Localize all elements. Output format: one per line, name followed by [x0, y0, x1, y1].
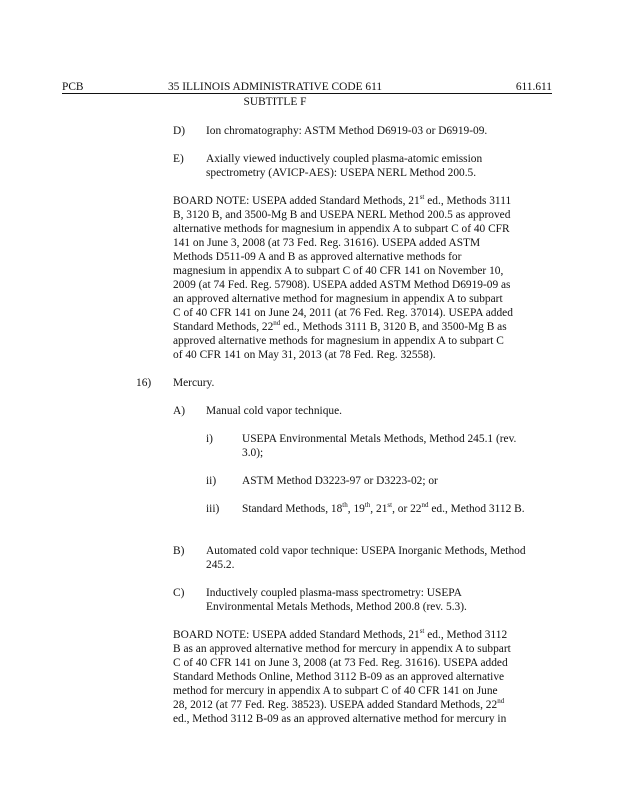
board-note-magnesium [173, 194, 513, 362]
item-text-D: Ion chromatography: ASTM Method D6919-03 or D6919-09. [206, 125, 488, 137]
item-label-E: E) [173, 153, 184, 165]
item-label-iii: iii) [206, 503, 220, 515]
item-text-i: USEPA Environmental Metals Methods, Method 245.1 (rev. 3.0); [242, 433, 517, 459]
item-label-A: A) [173, 405, 186, 417]
iii-part-3: , 21 [370, 503, 388, 515]
board-note-2-part-3: ed., Method 3112 B-09 as an approved alternative method for mercury in [173, 713, 507, 725]
header-left: PCB [62, 81, 84, 93]
iii-part-4: , or 22 [392, 503, 422, 515]
item-text-C: Inductively coupled plasma-mass spectrometry: USEPA Environmental Metals Methods, Method 200.8 (rev. 5.3). [206, 587, 467, 613]
item-label-D: D) [173, 125, 186, 137]
board-note-1-part-1: BOARD NOTE: USEPA added Standard Methods, 21 [173, 195, 420, 207]
item-label-16: 16) [136, 377, 152, 389]
board-note-1-sup-1: st [419, 193, 425, 202]
item-text-16: Mercury. [173, 377, 215, 389]
item-text-iii [242, 502, 527, 516]
board-note-mercury [173, 628, 513, 726]
iii-part-5: ed., Method 3112 B. [428, 503, 525, 515]
item-label-C: C) [173, 587, 185, 599]
board-note-2-part-1: BOARD NOTE: USEPA added Standard Methods, 21 [173, 629, 420, 641]
board-note-2-part-2: ed., Method 3112 B as an approved alternative method for mercury in appendix A to subpart C of 40 CFR 141 on June 3, 2008 (at 73 Fed. Reg. 31616). USEPA added Standard Methods Online, Method 3112 B-09 as an approved alternative method for mercury in appendix A to subpart C of 40 CFR 141 on June 28, 2012 (at 77 Fed. Reg. 38523). USEPA added Standard Methods, 22 [173, 629, 511, 711]
header-rule [62, 93, 552, 94]
iii-sup-1: th [342, 501, 348, 510]
iii-sup-3: st [387, 501, 393, 510]
board-note-1-part-2: ed., Methods 3111 B, 3120 B, and 3500-Mg B and USEPA NERL Method 200.5 as approved alternative methods for magnesium in appendix A to subpart C of 40 CFR 141 on June 3, 2008 (at 73 Fed. Reg. 31616). USEPA added ASTM Methods D511-09 A and B as approved alternative methods for magnesium in appendix A to subpart C of 40 CFR 141 on November 10, 2009 (at 74 Fed. Reg. 57908). USEPA added ASTM Method D6919-09 as an approved alternative method for magnesium in appendix A to subpart C of 40 CFR 141 on June 24, 2011 (at 76 Fed. Reg. 37014). USEPA added Standard Methods, 22 [173, 195, 513, 333]
item-text-E: Axially viewed inductively coupled plasma-atomic emission spectrometry (AVICP-AES): USEPA NERL Method 200.5. [206, 153, 483, 179]
item-text-ii: ASTM Method D3223-97 or D3223-02; or [242, 475, 438, 487]
board-note-1-sup-2: nd [273, 319, 281, 328]
item-text-A: Manual cold vapor technique. [206, 405, 343, 417]
iii-sup-4: nd [421, 501, 429, 510]
iii-sup-2: th [364, 501, 371, 510]
board-note-2-sup-2: nd [497, 697, 505, 706]
header-title: 35 ILLINOIS ADMINISTRATIVE CODE 611 [167, 81, 383, 93]
header-subtitle: SUBTITLE F [243, 96, 307, 108]
item-label-i: i) [206, 433, 213, 445]
header-section-number: 611.611 [515, 81, 552, 93]
iii-part-1: Standard Methods, 18 [242, 503, 343, 515]
item-label-B: B) [173, 545, 185, 557]
iii-part-2: , 19 [347, 503, 365, 515]
page-header [62, 80, 552, 110]
item-label-ii: ii) [206, 475, 217, 487]
board-note-2-sup-1: st [419, 627, 425, 636]
board-note-1-part-3: ed., Methods 3111 B, 3120 B, and 3500-Mg B as approved alternative methods for magnesium in appendix A to subpart C of 40 CFR 141 on May 31, 2013 (at 78 Fed. Reg. 32558). [173, 321, 507, 361]
item-text-B: Automated cold vapor technique: USEPA Inorganic Methods, Method 245.2. [206, 545, 526, 571]
